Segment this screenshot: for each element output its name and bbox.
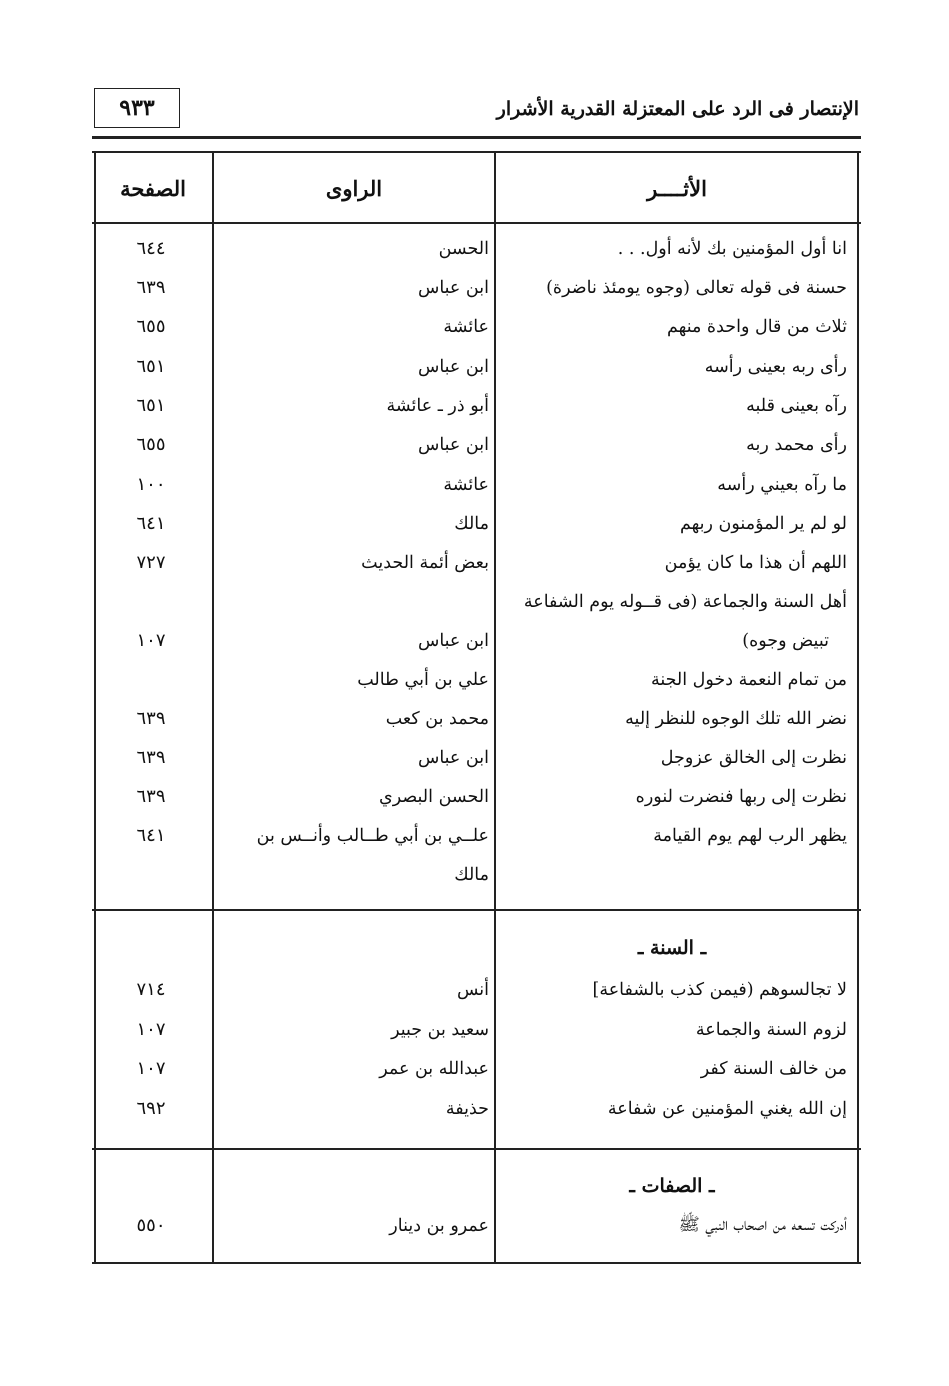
page-cell: ١٠٧ [136, 630, 166, 651]
table-header-border [92, 222, 861, 224]
table-row [92, 268, 861, 307]
page-cell: ١٠٠ [136, 474, 166, 495]
rawi-cell: بعض أئمة الحديث [361, 552, 489, 573]
rawi-cell: الحسن [438, 238, 489, 259]
section-heading-sifat [92, 1166, 861, 1205]
page-cell: ٦٥٥ [136, 316, 166, 337]
page-cell [92, 582, 210, 621]
table-row [92, 1089, 861, 1128]
table-row [92, 386, 861, 425]
rawi-cell: حذيفة [445, 1098, 489, 1119]
page-cell [92, 660, 210, 699]
athar-cell: لو لم ير المؤمنون ربهم [679, 513, 847, 534]
page-cell [92, 855, 210, 894]
rawi-cell: مالك [454, 864, 489, 885]
athar-cell: لا تجالسوهم (فيمن كذب بالشفاعة] [592, 979, 847, 1000]
page-cell: ٦٣٩ [136, 708, 166, 729]
table-row [92, 699, 861, 738]
table-row [92, 855, 861, 894]
athar-cell: يظهر الرب لهم يوم القيامة [653, 825, 847, 846]
athar-cell: انا أول المؤمنين بك لأنه أول. . . [617, 238, 847, 259]
header-divider [92, 136, 861, 139]
table-row [92, 582, 861, 621]
table-row [92, 425, 861, 464]
page-cell: ٦٤٤ [136, 238, 166, 259]
athar-cell: من خالف السنة كفر [700, 1058, 847, 1079]
table-row [92, 1049, 861, 1088]
table-row [92, 970, 861, 1009]
page-header [92, 88, 859, 134]
section-heading-sunna [92, 928, 861, 967]
rawi-cell: عمرو بن دينار [389, 1215, 489, 1236]
table-row [92, 465, 861, 504]
page-cell: ٦٤١ [136, 513, 166, 534]
table-row [92, 1206, 861, 1245]
rawi-cell: عبدالله بن عمر [379, 1058, 489, 1079]
athar-cell: أهل السنة والجماعة (فى قــوله يوم الشفاعة [523, 591, 847, 612]
rawi-cell: علي بن أبي طالب [357, 669, 489, 690]
athar-cell: أدركت تسعه من اصحاب النبي ﷺ [678, 1214, 847, 1235]
rawi-cell: ابن عباس [417, 630, 489, 651]
table-row [92, 504, 861, 543]
column-header-athar: الأثــــر [647, 175, 707, 201]
athar-cell [497, 855, 847, 894]
table-row [92, 347, 861, 386]
table-row [92, 307, 861, 346]
athar-cell: رأى محمد ربه [746, 434, 847, 455]
table-row [92, 777, 861, 816]
athar-cell: لزوم السنة والجماعة [695, 1019, 847, 1040]
rawi-cell: مالك [454, 513, 489, 534]
running-title: الإنتصار فى الرد على المعتزلة القدرية الأشرار [496, 98, 859, 120]
page-cell: ١٠٧ [136, 1058, 166, 1079]
section-title: ـ الصفات ـ [629, 1174, 715, 1197]
athar-cell: اللهم أن هذا ما كان يؤمن [664, 552, 847, 573]
rawi-cell: عائشة [443, 474, 489, 495]
athar-cell: ما رآه بعيني رأسه [717, 474, 847, 495]
rawi-cell: ابن عباس [417, 356, 489, 377]
page-cell: ٦٣٩ [136, 277, 166, 298]
page-cell: ٥٥٠ [136, 1215, 166, 1236]
column-header-rawi: الراوى [325, 175, 383, 201]
athar-cell: نظرت إلى ربها فنضرت لنوره [635, 786, 847, 807]
rawi-cell: الحسن البصري [379, 786, 489, 807]
page-cell: ٦٥١ [136, 356, 166, 377]
rawi-cell: ابن عباس [417, 747, 489, 768]
table-bottom-border [92, 1262, 861, 1264]
athar-cell: نضر الله تلك الوجوه للنظر إليه [625, 708, 847, 729]
column-header-page: الصفحة [120, 175, 186, 201]
table-row [92, 816, 861, 855]
page-cell: ٧٢٧ [136, 552, 166, 573]
page-number: ٩٣٣ [94, 88, 180, 128]
table-top-border [92, 151, 861, 153]
table-row [92, 738, 861, 777]
page-cell: ١٠٧ [136, 1019, 166, 1040]
athar-cell: حسنة فى قوله تعالى (وجوه يومئذ ناضرة) [546, 277, 847, 298]
table-row [92, 229, 861, 268]
table-row [92, 543, 861, 582]
table-row [92, 1010, 861, 1049]
page-cell: ٦٥٥ [136, 434, 166, 455]
athar-cell: تبيض وجوه) [742, 630, 829, 651]
athar-cell: من تمام النعمة دخول الجنة [650, 669, 847, 690]
rawi-cell: علــي بن أبي طــالب وأنــس بن [256, 825, 489, 846]
section-divider-sifat [92, 1148, 861, 1150]
athar-cell: رآه بعينى قلبه [746, 395, 847, 416]
rawi-cell [219, 582, 489, 621]
page-cell: ٦٩٢ [136, 1098, 166, 1119]
table-row [92, 660, 861, 699]
rawi-cell: ابن عباس [417, 434, 489, 455]
section-divider-sunna [92, 909, 861, 911]
table-row [92, 621, 861, 660]
page-cell: ٦٥١ [136, 395, 166, 416]
rawi-cell: سعيد بن جبير [391, 1019, 489, 1040]
rawi-cell: ابن عباس [417, 277, 489, 298]
rawi-cell: أنس [456, 979, 489, 1000]
page-cell: ٦٣٩ [136, 786, 166, 807]
page-cell: ٧١٤ [136, 979, 166, 1000]
page-cell: ٦٣٩ [136, 747, 166, 768]
rawi-cell: عائشة [443, 316, 489, 337]
athar-cell: رأى ربه بعينى رأسه [704, 356, 847, 377]
page-cell: ٦٤١ [136, 825, 166, 846]
section-title: ـ السنة ـ [637, 936, 707, 959]
rawi-cell: محمد بن كعب [385, 708, 489, 729]
athar-cell: إن الله يغني المؤمنين عن شفاعة [607, 1098, 847, 1119]
athar-cell: نظرت إلى الخالق عزوجل [660, 747, 847, 768]
athar-cell: ثلاث من قال واحدة منهم [667, 316, 847, 337]
rawi-cell: أبو ذر ـ عائشة [386, 395, 489, 416]
